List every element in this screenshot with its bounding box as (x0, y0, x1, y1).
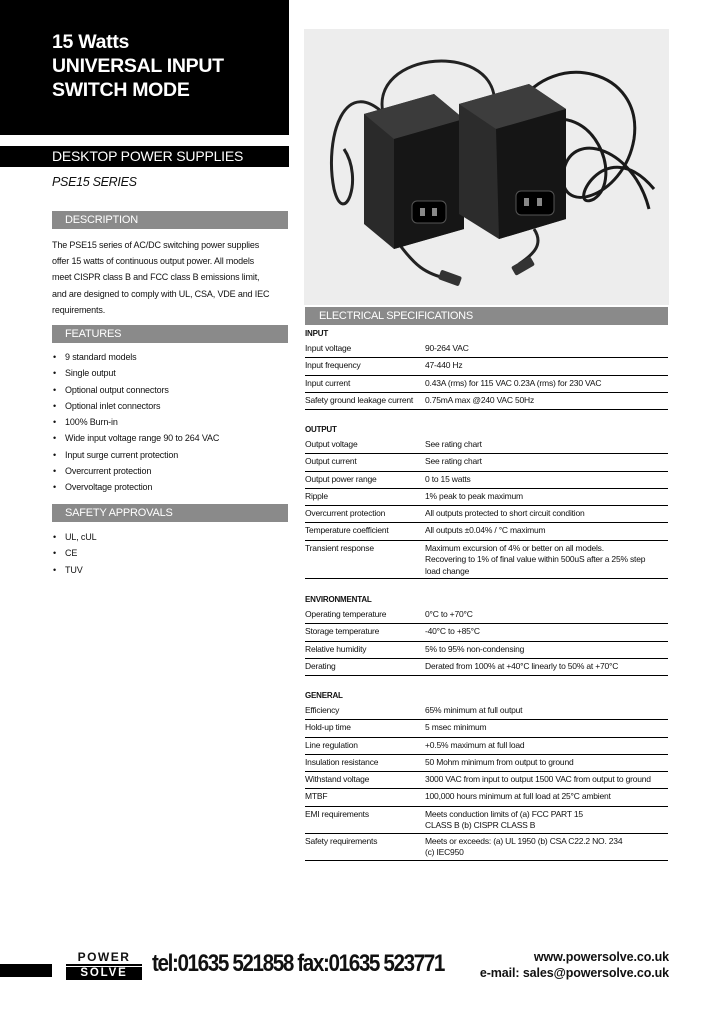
specs-output-group (305, 423, 668, 579)
spec-row-transient (305, 541, 668, 580)
description-line: offer 15 watts of continuous output power. All models (52, 256, 255, 267)
title-line-2: UNIVERSAL INPUT (52, 55, 224, 77)
safety-item: • UL, cUL (52, 529, 96, 545)
logo-solve-text: SOLVE (66, 967, 142, 980)
spec-key: Safety ground leakage current (305, 394, 414, 405)
category-label: DESKTOP POWER SUPPLIES (52, 148, 244, 164)
feature-item: • Single output (52, 365, 219, 381)
spec-value-line: CLASS B (b) CISPR CLASS B (425, 820, 536, 831)
spec-value: Derated from 100% at +40°C linearly to 50% at +70°C (425, 660, 619, 671)
safety-item: • TUV (52, 562, 96, 578)
spec-key: Derating (305, 660, 336, 671)
spec-row (305, 659, 668, 676)
spec-row (305, 624, 668, 641)
specs-environmental-title: ENVIRONMENTAL (305, 595, 372, 604)
spec-row (305, 489, 668, 506)
spec-value (425, 807, 668, 833)
spec-row (305, 376, 668, 393)
spec-value-line: (c) IEC950 (425, 847, 464, 858)
logo-power-text: POWER (66, 951, 142, 966)
spec-row (305, 720, 668, 737)
spec-key: Overcurrent protection (305, 508, 386, 519)
spec-value: See rating chart (425, 456, 482, 467)
product-photo (304, 29, 669, 305)
spec-row (305, 523, 668, 540)
spec-value: 5 msec minimum (425, 722, 487, 733)
spec-key: Withstand voltage (305, 774, 370, 785)
spec-key: Line regulation (305, 739, 358, 750)
spec-value: 0.75mA max @240 VAC 50Hz (425, 394, 535, 405)
spec-value-line: Recovering to 1% of final value within 500uS after a 25% step (425, 554, 646, 565)
spec-row (305, 472, 668, 489)
spec-value: 50 Mohm minimum from output to ground (425, 756, 574, 767)
spec-value-line: Meets conduction limits of (a) FCC PART 15 (425, 808, 583, 819)
specs-general-title: GENERAL (305, 691, 343, 700)
specs-general-group (305, 689, 668, 861)
specs-input-group (305, 327, 668, 410)
contact-block (480, 950, 669, 981)
electrical-specs-heading-bar (305, 307, 668, 325)
spec-value: 0.43A (rms) for 115 VAC 0.23A (rms) for 230 VAC (425, 377, 602, 388)
spec-key: Temperature coefficient (305, 525, 389, 536)
description-heading-bar (52, 211, 288, 229)
title-line-3: SWITCH MODE (52, 79, 190, 101)
spec-row (305, 358, 668, 375)
spec-key: Input current (305, 377, 351, 388)
spec-value: 65% minimum at full output (425, 705, 523, 715)
spec-value-line: load change (425, 565, 470, 576)
spec-row (305, 454, 668, 471)
feature-item: • 100% Burn-in (52, 414, 219, 430)
spec-row (305, 642, 668, 659)
feature-item: • 9 standard models (52, 349, 219, 365)
description-heading: DESCRIPTION (65, 214, 138, 226)
spec-row (305, 437, 668, 454)
features-heading: FEATURES (65, 328, 122, 340)
safety-heading-bar (52, 504, 288, 522)
category-bar (0, 146, 289, 167)
title-line-1: 15 Watts (52, 31, 130, 53)
footer-black-line (0, 964, 52, 977)
description-line: requirements. (52, 304, 106, 315)
spec-key: Output power range (305, 473, 377, 484)
spec-value: See rating chart (425, 439, 482, 449)
spec-value: +0.5% maximum at full load (425, 739, 525, 750)
spec-key: Output voltage (305, 439, 358, 449)
spec-value: 0°C to +70°C (425, 609, 473, 619)
spec-value: All outputs protected to short circuit condition (425, 508, 585, 519)
feature-item: • Overcurrent protection (52, 463, 219, 479)
spec-value: -40°C to +85°C (425, 626, 480, 637)
spec-key: Ripple (305, 490, 328, 501)
tel-fax: tel:01635 521858 fax:01635 523771 (152, 950, 445, 977)
feature-item: • Optional inlet connectors (52, 398, 219, 414)
powersolve-logo (66, 951, 142, 980)
spec-key: MTBF (305, 791, 328, 802)
spec-value: All outputs ±0.04% / °C maximum (425, 525, 546, 536)
spec-key: Input voltage (305, 343, 352, 353)
spec-key: Input frequency (305, 360, 361, 371)
description-line: and are designed to comply with UL, CSA, VDE and IEC (52, 288, 270, 299)
description-text (52, 237, 288, 318)
spec-value (425, 541, 668, 579)
series-label: PSE15 SERIES (52, 175, 137, 189)
website-link[interactable]: www.powersolve.co.uk (533, 950, 669, 964)
features-heading-bar (52, 325, 288, 343)
spec-key: Insulation resistance (305, 756, 379, 767)
spec-key: Safety requirements (305, 835, 378, 846)
spec-key: Relative humidity (305, 643, 367, 654)
spec-row (305, 506, 668, 523)
description-line: meet CISPR class B and FCC class B emissions limit, (52, 272, 260, 283)
spec-row (305, 607, 668, 624)
title-block (0, 0, 289, 135)
specs-input-title: INPUT (305, 329, 329, 338)
spec-key: Hold-up time (305, 722, 351, 733)
power-supply-illustration (304, 29, 669, 305)
feature-item: • Wide input voltage range 90 to 264 VAC (52, 430, 219, 446)
spec-row (305, 789, 668, 806)
spec-key: Storage temperature (305, 626, 380, 637)
spec-row (305, 738, 668, 755)
spec-value (425, 834, 668, 860)
spec-value-line: Maximum excursion of 4% or better on all models. (425, 542, 604, 553)
spec-row (305, 755, 668, 772)
spec-value: 3000 VAC from input to output 1500 VAC from output to ground (425, 774, 651, 785)
spec-value: 100,000 hours minimum at full load at 25°C ambient (425, 791, 611, 802)
spec-key: Efficiency (305, 705, 340, 715)
spec-row-safety (305, 834, 668, 861)
spec-row (305, 772, 668, 789)
specs-output-title: OUTPUT (305, 425, 337, 434)
spec-key: Output current (305, 456, 357, 467)
safety-item: • CE (52, 545, 96, 561)
feature-item: • Input surge current protection (52, 447, 219, 463)
spec-key: Transient response (305, 542, 374, 553)
safety-heading: SAFETY APPROVALS (65, 507, 173, 519)
description-line: The PSE15 series of AC/DC switching power supplies (52, 240, 260, 250)
spec-value: 47-440 Hz (425, 360, 463, 371)
spec-value: 5% to 95% non-condensing (425, 643, 525, 654)
spec-value: 90-264 VAC (425, 343, 469, 353)
spec-value: 0 to 15 watts (425, 473, 471, 484)
spec-row (305, 341, 668, 358)
spec-row-emi (305, 807, 668, 834)
spec-value-line: Meets or exceeds: (a) UL 1950 (b) CSA C22.2 NO. 234 (425, 835, 623, 846)
features-list (52, 349, 219, 496)
email-link[interactable]: e-mail: sales@powersolve.co.uk (479, 965, 669, 980)
spec-row (305, 703, 668, 720)
feature-item: • Optional output connectors (52, 382, 219, 398)
electrical-specs-heading: ELECTRICAL SPECIFICATIONS (319, 310, 473, 322)
spec-row (305, 393, 668, 410)
spec-key: EMI requirements (305, 808, 369, 819)
feature-item: • Overvoltage protection (52, 479, 219, 495)
spec-value: 1% peak to peak maximum (425, 490, 523, 501)
safety-list (52, 529, 96, 578)
spec-key: Operating temperature (305, 609, 387, 619)
specs-environmental-group (305, 593, 668, 676)
